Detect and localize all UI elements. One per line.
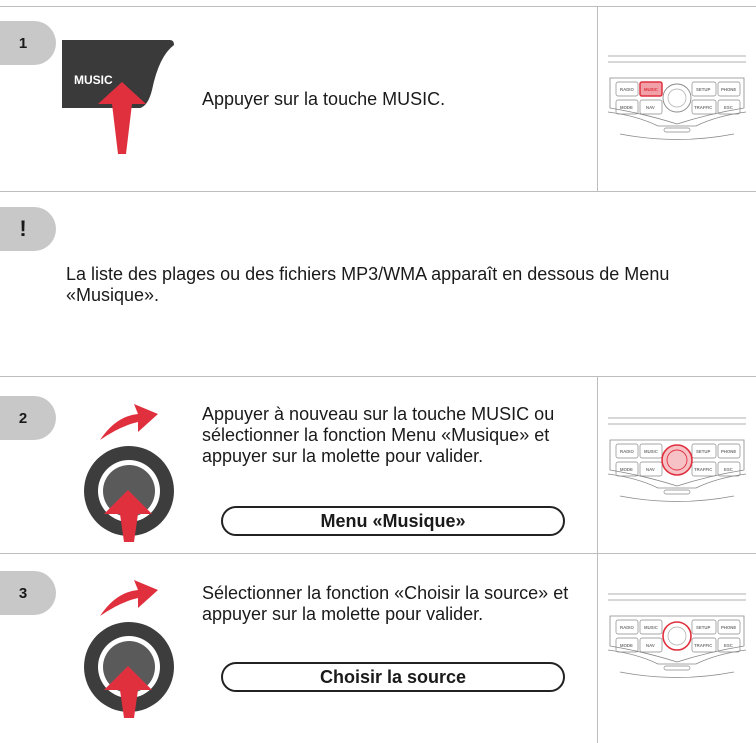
rule-after-note bbox=[0, 376, 756, 377]
panel-button-esc: ESC bbox=[724, 467, 733, 472]
panel-button-radio: RADIO bbox=[620, 449, 634, 454]
step-number-badge: 1 bbox=[0, 21, 56, 65]
panel-button-traffic: TRAFFIC bbox=[694, 643, 713, 648]
panel-button-phone: PHONE bbox=[721, 449, 737, 454]
panel-button-mode: MODE bbox=[620, 105, 633, 110]
panel-button-esc: ESC bbox=[724, 105, 733, 110]
radio-panel-illustration bbox=[608, 588, 746, 688]
panel-button-setup: SETUP bbox=[696, 87, 711, 92]
panel-button-traffic: TRAFFIC bbox=[694, 467, 713, 472]
panel-button-music: MUSIC bbox=[644, 87, 658, 92]
panel-button-radio: RADIO bbox=[620, 87, 634, 92]
warning-icon: ! bbox=[0, 207, 56, 251]
radio-panel-illustration bbox=[608, 50, 746, 150]
step-number-badge: 3 bbox=[0, 571, 56, 615]
panel-button-nav: NAV bbox=[646, 643, 655, 648]
panel-button-music: MUSIC bbox=[644, 625, 658, 630]
panel-button-nav: NAV bbox=[646, 105, 655, 110]
music-key-illustration bbox=[60, 38, 185, 158]
panel-button-mode: MODE bbox=[620, 467, 633, 472]
radio-panel-illustration bbox=[608, 412, 746, 512]
panel-button-phone: PHONE bbox=[721, 87, 737, 92]
rotate-arrow-icon bbox=[100, 580, 158, 616]
rule-after-step-1 bbox=[0, 191, 756, 192]
column-divider bbox=[597, 6, 598, 191]
menu-option-label: Choisir la source bbox=[221, 662, 565, 692]
music-key-label: MUSIC bbox=[74, 73, 113, 87]
column-divider bbox=[597, 376, 598, 743]
panel-button-nav: NAV bbox=[646, 467, 655, 472]
note-text: La liste des plages ou des fichiers MP3/WMA apparaît en dessous de Menu «Musique». bbox=[66, 264, 670, 305]
rotate-arrow-icon bbox=[100, 404, 158, 440]
rotary-knob-illustration bbox=[76, 568, 186, 718]
rule-after-step-2 bbox=[0, 553, 756, 554]
step-number-badge: 2 bbox=[0, 396, 56, 440]
panel-button-setup: SETUP bbox=[696, 625, 711, 630]
rule-top bbox=[0, 6, 756, 7]
panel-button-mode: MODE bbox=[620, 643, 633, 648]
panel-button-music: MUSIC bbox=[644, 449, 658, 454]
menu-option-label: Menu «Musique» bbox=[221, 506, 565, 536]
panel-button-radio: RADIO bbox=[620, 625, 634, 630]
step-instruction: Appuyer sur la touche MUSIC. bbox=[202, 89, 446, 109]
panel-button-setup: SETUP bbox=[696, 449, 711, 454]
panel-button-esc: ESC bbox=[724, 643, 733, 648]
step-instruction: Sélectionner la fonction «Choisir la source» et appuyer sur la molette pour valider. bbox=[202, 583, 569, 624]
rotary-knob-illustration bbox=[76, 392, 186, 542]
panel-button-phone: PHONE bbox=[721, 625, 737, 630]
step-instruction: Appuyer à nouveau sur la touche MUSIC ou sélectionner la fonction Menu «Musique» et appuyer sur la molette pour valider. bbox=[202, 404, 555, 466]
panel-button-traffic: TRAFFIC bbox=[694, 105, 713, 110]
